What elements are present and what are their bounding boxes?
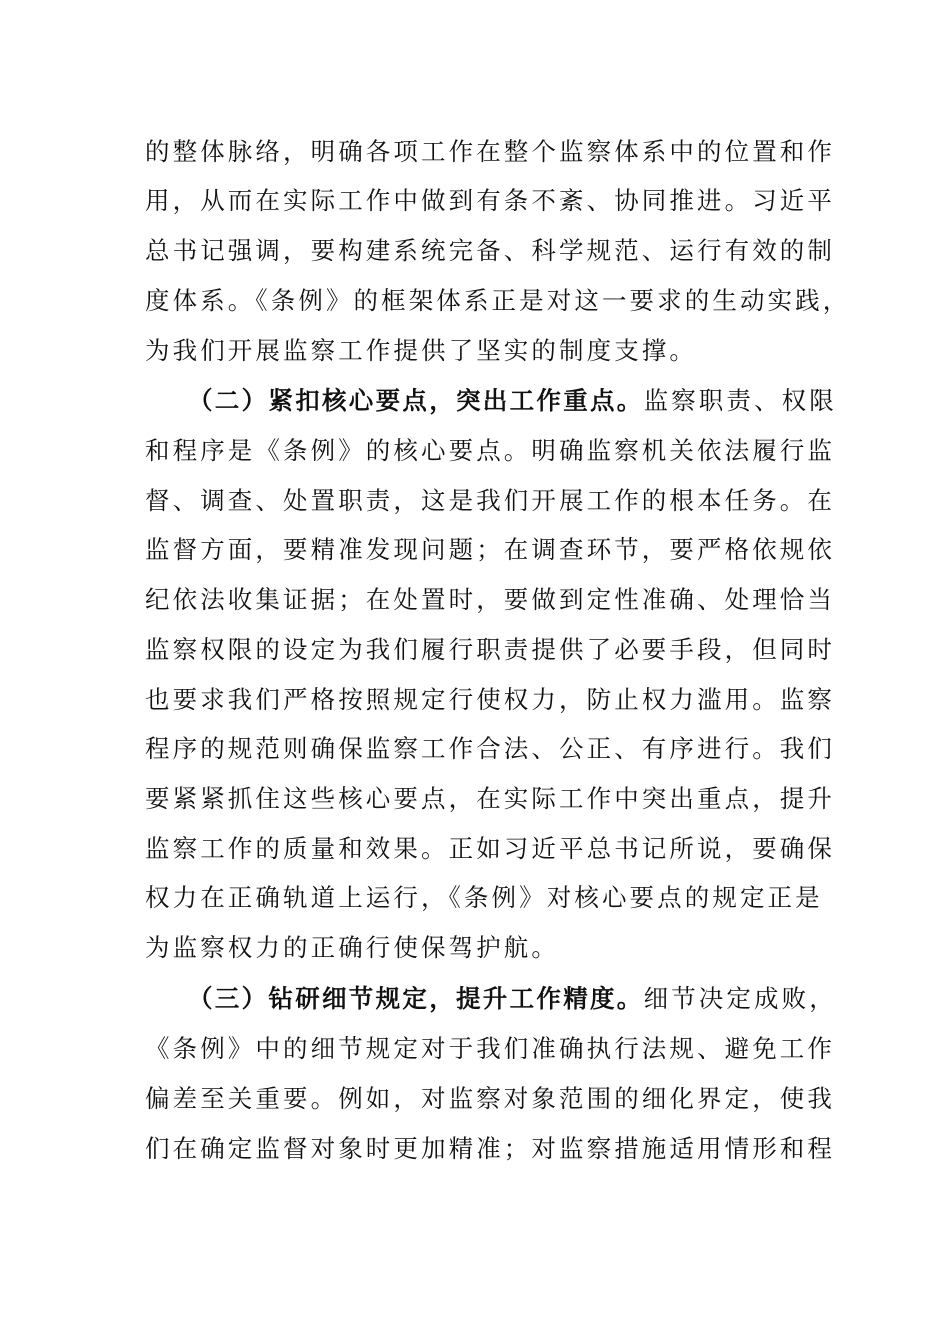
text-line: 权力在正确轨道上运行，《条例》对核心要点的规定正是 [145,883,823,912]
text-line: 们在确定监督对象时更加精准；对监察措施适用情形和程 [145,1134,835,1163]
text-line: 程序的规范则确保监察工作合法、公正、有序进行。我们 [145,734,835,763]
section-heading-line [188,383,837,419]
text-line: 监督方面，要精准发现问题；在调查环节，要严格依规依 [145,535,835,564]
text-line: 监察工作的质量和效果。正如习近平总书记所说，要确保 [145,834,835,863]
text-line: 督、调查、处置职责，这是我们开展工作的根本任务。在 [145,486,835,515]
section-heading: （二）紧扣核心要点，突出工作重点。 [188,386,644,415]
text-line: 偏差至关重要。例如，对监察对象范围的细化界定，使我 [145,1084,835,1113]
text-line: 也要求我们严格按照规定行使权力，防止权力滥用。监察 [145,685,835,714]
section-heading: （三）钻研细节规定，提升工作精度。 [188,984,644,1013]
text-line: 用，从而在实际工作中做到有条不紊、协同推进。习近平 [145,186,835,215]
text-run: 细节决定成败， [643,984,837,1013]
text-line: 的整体脉络，明确各项工作在整个监察体系中的位置和作 [145,137,835,166]
text-line: 要紧紧抓住这些核心要点，在实际工作中突出重点，提升 [145,784,835,813]
text-line: 《条例》中的细节规定对于我们准确执行法规、避免工作 [145,1034,835,1063]
text-line: 总书记强调，要构建系统完备、科学规范、运行有效的制 [145,236,835,265]
text-line: 为监察权力的正确行使保驾护航。 [145,933,559,962]
text-line: 和程序是《条例》的核心要点。明确监察机关依法履行监 [145,436,835,465]
text-line: 监察权限的设定为我们履行职责提供了必要手段，但同时 [145,635,835,664]
text-line: 度体系。《条例》的框架体系正是对这一要求的生动实践， [145,286,851,315]
text-run: 监察职责、权限 [643,386,837,415]
text-line: 为我们开展监察工作提供了坚实的制度支撑。 [145,336,697,365]
text-line: 纪依法收集证据；在处置时，要做到定性准确、处理恰当 [145,585,835,614]
section-heading-line [188,981,837,1017]
